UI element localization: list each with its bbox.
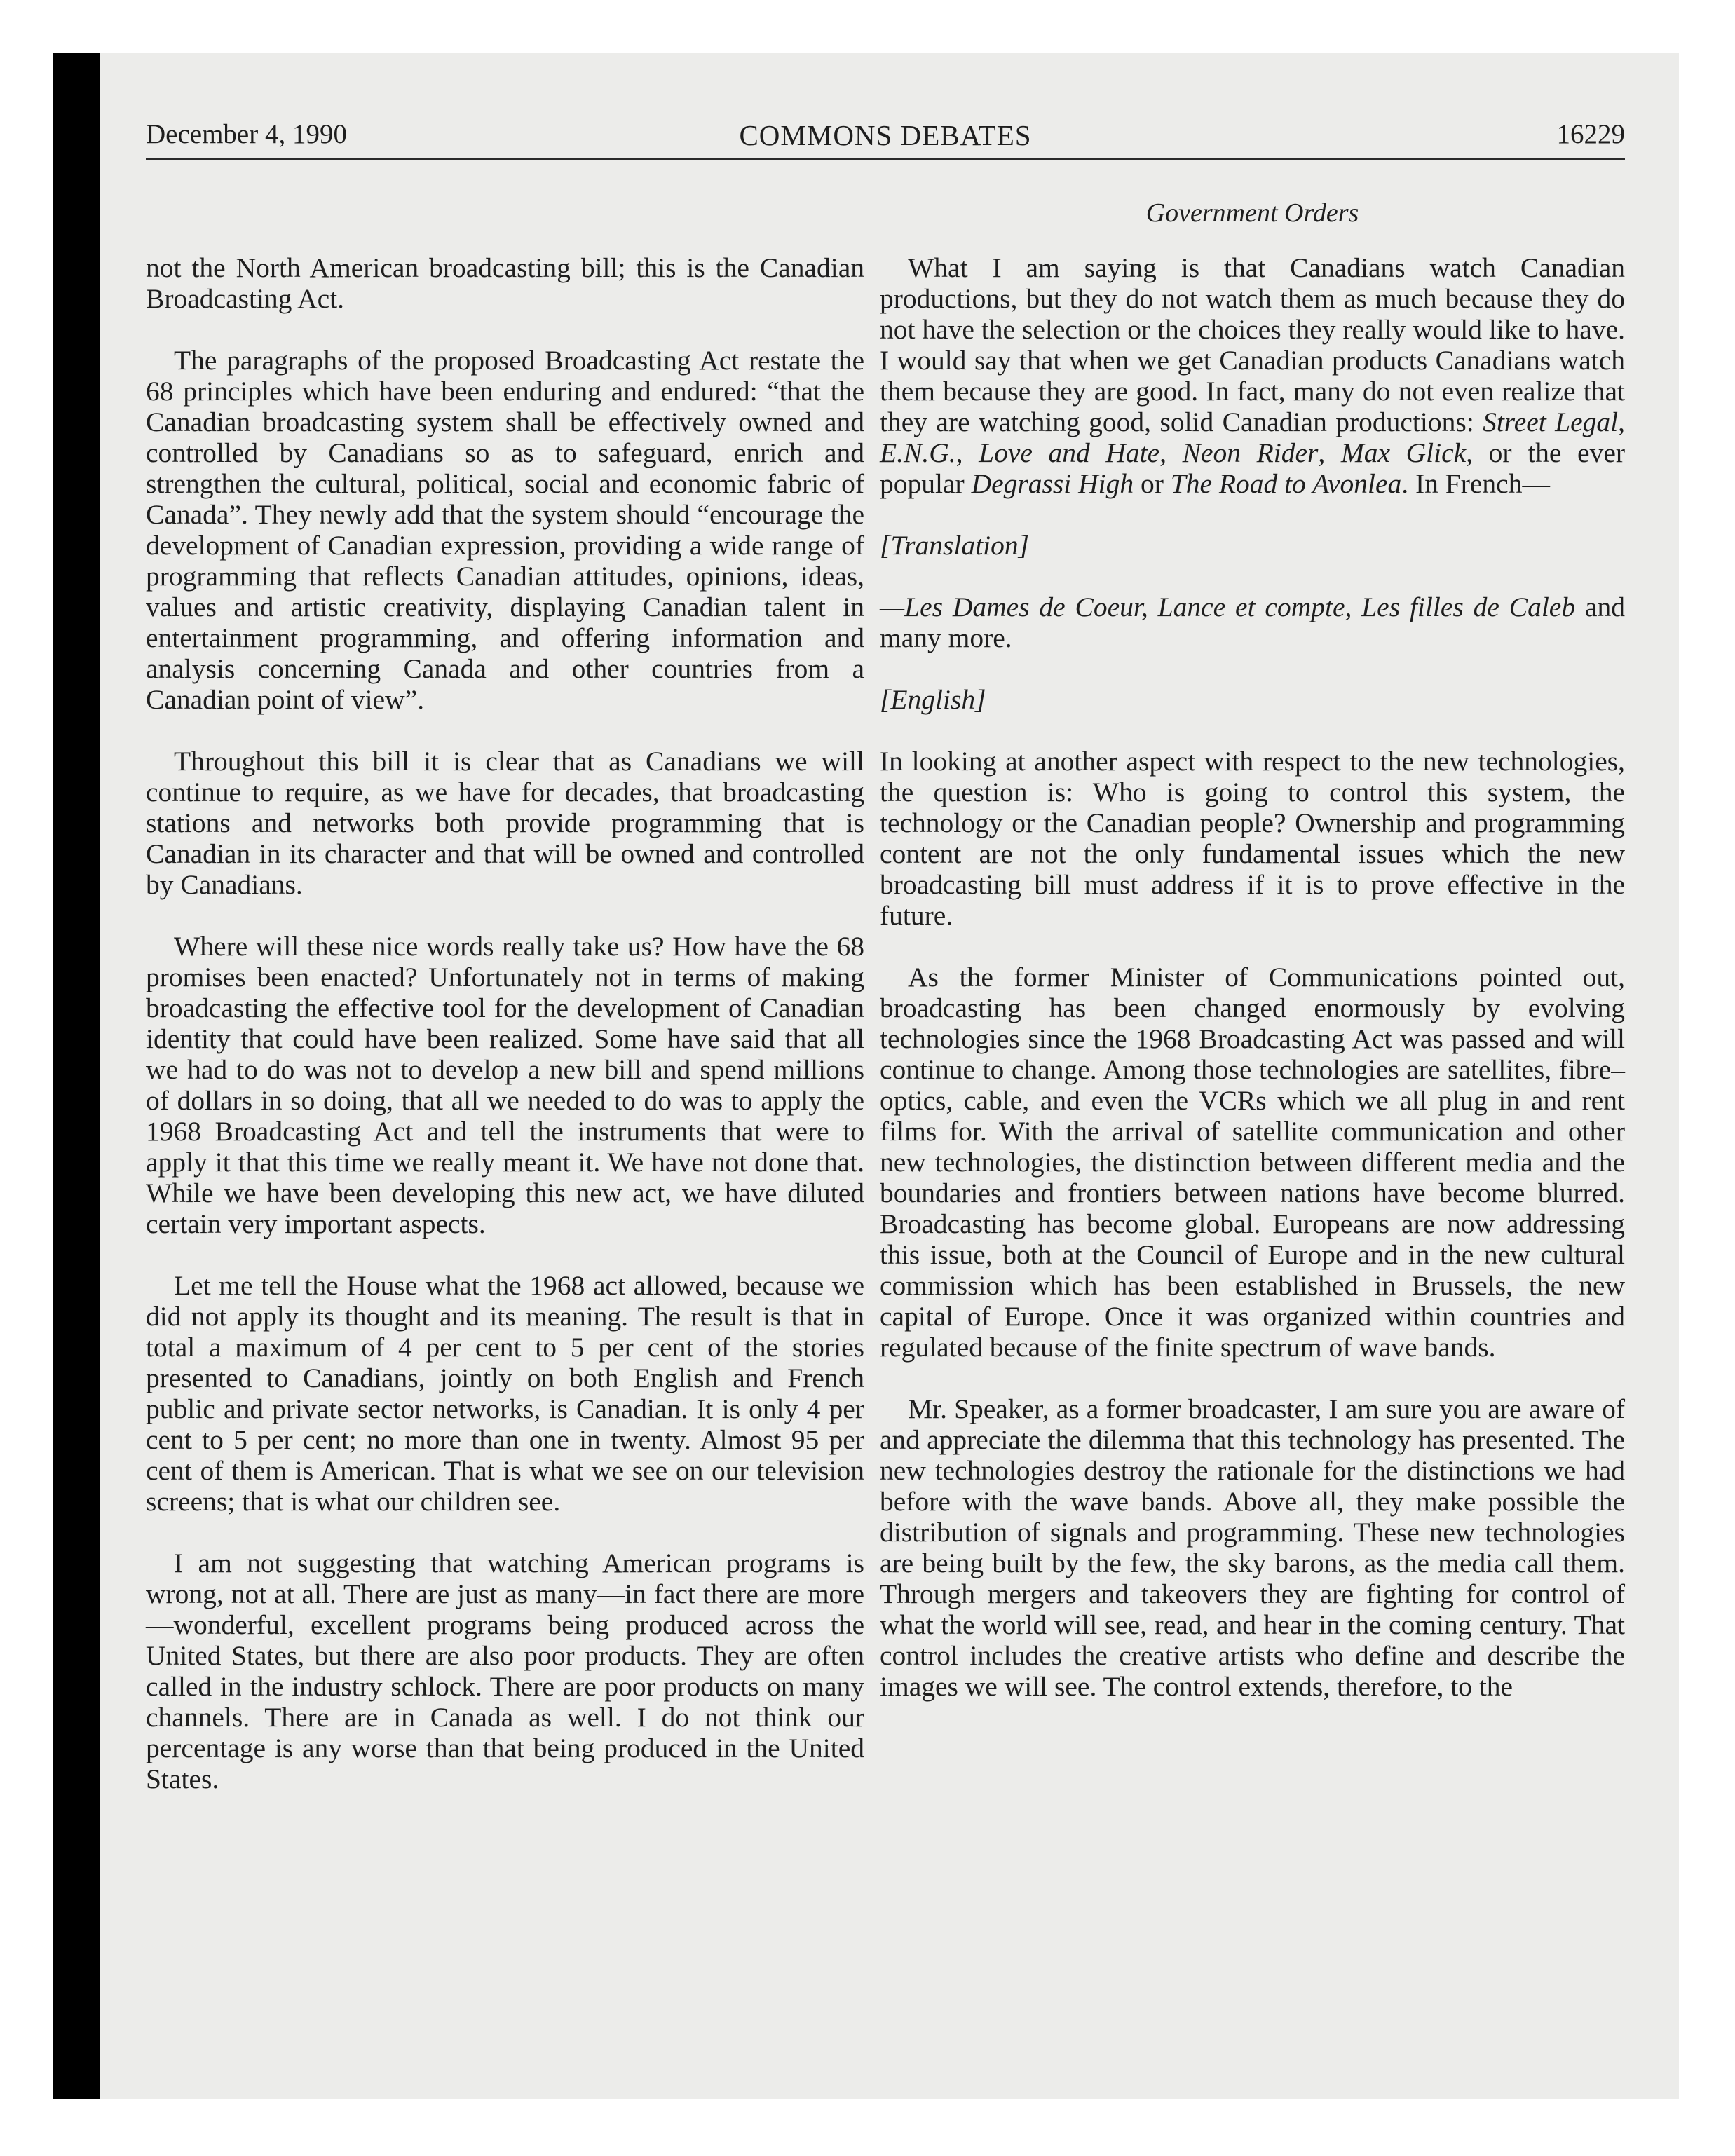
paragraph: Where will these nice words really take us? How have the 68 promises been enacted? Unfortunately not in terms of making broadcasting the effective tool for the development of Canadian identity that could have been realized. Some have said that all we had to do was not to develop a new bill and spend millions of dollars in so doing, that all we needed to do was to apply the 1968 Broadcasting Act and tell the instruments that were to apply it that this time we really meant it. We have not done that. While we have been developing this new act, we have diluted certain very important aspects. (146, 931, 864, 1239)
paragraph: Throughout this bill it is clear that as Canadians we will continue to require, as we have for decades, that broadcasting stations and networks both provide programming that is Canadian in its character and that will be owned and controlled by Canadians. (146, 746, 864, 900)
paragraph (880, 592, 1625, 653)
separator: , (1159, 437, 1183, 468)
separator: , (1618, 407, 1625, 437)
french-program-titles: —Les Dames de Coeur, Lance et compte, Les filles de Caleb (880, 592, 1576, 622)
separator: , or the ever popular (880, 437, 1625, 499)
translation-tag: [Translation] (880, 530, 1029, 561)
paragraph-text: . In French— (1401, 468, 1550, 499)
running-header (146, 116, 1625, 160)
english-tag: [English] (880, 684, 986, 715)
paragraph: not the North American broadcasting bill; this is the Canadian Broadcasting Act. (146, 252, 864, 314)
scan-border (53, 53, 100, 2099)
paragraph-text: and many more. (880, 592, 1625, 653)
separator: , (1318, 437, 1341, 468)
paragraph (880, 252, 1625, 499)
header-journal-title: COMMONS DEBATES (739, 119, 1032, 151)
separator: , (955, 437, 979, 468)
program-title: Love and Hate (979, 437, 1160, 468)
program-title: E.N.G. (880, 437, 956, 468)
program-title: Neon Rider (1182, 437, 1319, 468)
separator: or (1134, 468, 1171, 499)
left-column (146, 252, 864, 1794)
header-date: December 4, 1990 (146, 119, 347, 149)
paragraph: Let me tell the House what the 1968 act allowed, because we did not apply its thought and its meaning. The result is that in total a maximum of 4 per cent to 5 per cent of the stories presented to Canadians, jointly on both English and French public and private sector networks, is Canadian. It is only 4 per cent to 5 per cent; no more than one in twenty. Almost 95 per cent of them is American. That is what we see on our television screens; that is what our children see. (146, 1270, 864, 1517)
scanned-page (53, 53, 1679, 2099)
program-title: The Road to Avonlea (1170, 468, 1402, 499)
paragraph: As the former Minister of Communications pointed out, broadcasting has been changed enormously by evolving technologies since the 1968 Broadcasting Act was passed and will continue to change. Among those technologies are satellites, fibre–optics, cable, and even the VCRs which we all plug in and rent films for. With the arrival of satellite communication and other new technologies, the distinction between different media and the boundaries and frontiers between nations have become blurred. Broadcasting has become global. Europeans are now addressing this issue, both at the Council of Europe and in the new cultural commission which has been established in Brussels, the new capital of Europe. Once it was organized within countries and regulated because of the finite spectrum of wave bands. (880, 962, 1625, 1363)
paragraph: Mr. Speaker, as a former broadcaster, I am sure you are aware of and appreciate the dilemma that this technology has presented. The new technologies destroy the rationale for the distinctions we had before with the wave bands. Above all, they make possible the distribution of signals and programming. These new technologies are being built by the few, the sky barons, as the media call them. Through mergers and takeovers they are fighting for control of what the world will see, read, and hear in the coming century. That control includes the creative artists who define and describe the images we will see. The control extends, therefore, to the (880, 1393, 1625, 1702)
program-title: Degrassi High (971, 468, 1134, 499)
paragraph-text: What I am saying is that Canadians watch Canadian productions, but they do not watch them as much because they do not have the selection or the choices they really would like to have. I would say that when we get Canadian products Canadians watch them because they are good. In fact, many do not even realize that they are watching good, solid Canadian productions: (880, 252, 1625, 437)
header-page-number: 16229 (1556, 119, 1625, 149)
program-title: Street Legal (1483, 407, 1619, 437)
program-title: Max Glick (1340, 437, 1467, 468)
section-heading: Government Orders (1145, 198, 1359, 228)
paragraph: The paragraphs of the proposed Broadcasting Act restate the 68 principles which have been enduring and endured: “that the Canadian broadcasting system shall be effectively owned and controlled by Canadians so as to safeguard, enrich and strengthen the cultural, political, social and economic fabric of Canada”. They newly add that the system should “encourage the development of Canadian expression, providing a wide range of programming that reflects Canadian attitudes, opinions, ideas, values and artistic creativity, displaying Canadian talent in entertainment programming, and offering information and analysis concerning Canada and other countries from a Canadian point of view”. (146, 345, 864, 715)
paragraph: In looking at another aspect with respect to the new technologies, the question is: Who is going to control this system, the technology or the Canadian people? Ownership and programming content are not the only fundamental issues which the new broadcasting bill must address if it is to prove effective in the future. (880, 746, 1625, 931)
paragraph: I am not suggesting that watching American programs is wrong, not at all. There are just as many—in fact there are more—wonderful, excellent programs being produced across the United States, but there are also poor products. They are often called in the industry schlock. There are poor products on many channels. There are in Canada as well. I do not think our percentage is any worse than that being produced in the United States. (146, 1548, 864, 1794)
right-column (880, 252, 1625, 1702)
